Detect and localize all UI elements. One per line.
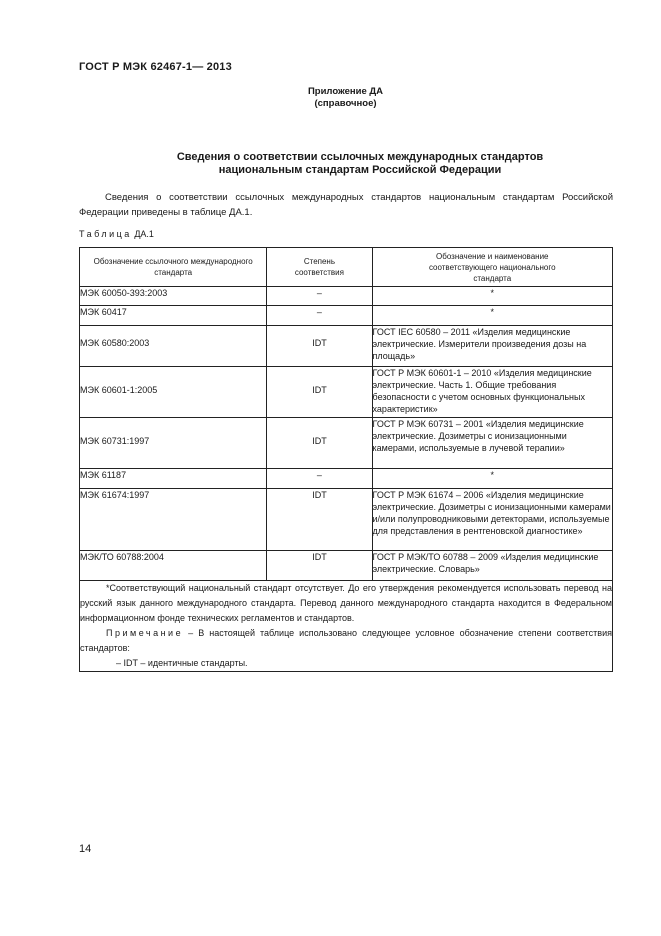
- degree-of-correspondence: –: [267, 287, 372, 306]
- international-standard-code: МЭК 60050-393:2003: [80, 287, 267, 306]
- reference-standards-table: [79, 247, 613, 672]
- annex-heading: [0, 86, 661, 110]
- national-standard: *: [372, 469, 612, 489]
- standard-code-header: ГОСТ Р МЭК 62467-1— 2013: [79, 61, 232, 73]
- degree-of-correspondence: IDT: [267, 551, 372, 581]
- table-caption-label: Таблица: [79, 229, 132, 239]
- intro-paragraph: Сведения о соответствии ссылочных международных стандартов национальным стандартам Российской Федерации приведены в таблице ДА.1.: [79, 192, 613, 218]
- table-row: [80, 326, 613, 367]
- degree-of-correspondence: –: [267, 306, 372, 326]
- national-standard: *: [372, 287, 612, 306]
- national-standard: ГОСТ Р МЭК 60731 – 2001 «Изделия медицинские электрические. Дозиметры с ионизационными камерами, используемые в лучевой терапии»: [372, 418, 612, 469]
- header-international-standard: Обозначение ссылочного международного стандарта: [80, 248, 267, 287]
- table-caption-number: ДА.1: [134, 229, 154, 239]
- note-label: Примечание: [106, 628, 184, 638]
- table-row: [80, 418, 613, 469]
- national-standard: ГОСТ Р МЭК/ТО 60788 – 2009 «Изделия медицинские электрические. Словарь»: [372, 551, 612, 581]
- header-degree-of-correspondence: Степень соответствия: [267, 248, 372, 287]
- national-standard: *: [372, 306, 612, 326]
- table-header-row: [80, 248, 613, 287]
- table-row: [80, 367, 613, 418]
- international-standard-code: МЭК 60601-1:2005: [80, 367, 267, 418]
- annex-title: Приложение ДА: [307, 86, 384, 97]
- note-text: – В настоящей таблице использовано следующее условное обозначение степени соответствия стандартов:: [80, 628, 612, 653]
- table-row: [80, 287, 613, 306]
- header-national-standard: Обозначение и наименование соответствующего национального стандарта: [372, 248, 612, 287]
- document-title-line-1: Сведения о соответствии ссылочных международных стандартов: [176, 151, 544, 163]
- table-footnote-row: [80, 581, 613, 672]
- international-standard-code: МЭК 61187: [80, 469, 267, 489]
- degree-of-correspondence: IDT: [267, 489, 372, 551]
- table-caption: [79, 229, 154, 239]
- international-standard-code: МЭК 60417: [80, 306, 267, 326]
- degree-of-correspondence: –: [267, 469, 372, 489]
- table-row: [80, 489, 613, 551]
- footnote-note: [80, 626, 612, 656]
- footnote-idt-definition: – IDT – идентичные стандарты.: [116, 658, 248, 668]
- degree-of-correspondence: IDT: [267, 326, 372, 367]
- international-standard-code: МЭК 61674:1997: [80, 489, 267, 551]
- national-standard: ГОСТ IEC 60580 – 2011 «Изделия медицинские электрические. Измерители произведения дозы на площадь»: [372, 326, 612, 367]
- international-standard-code: МЭК 60731:1997: [80, 418, 267, 469]
- document-title: [90, 151, 630, 177]
- table-row: [80, 306, 613, 326]
- footnote-star-text: *Соответствующий национальный стандарт отсутствует. До его утверждения рекомендуется использовать перевод на русский язык данного международного стандарта. Перевод данного международного стандарта находится в Федеральном информационном фонде технических регламентов и стандартов.: [80, 583, 612, 623]
- international-standard-code: МЭК 60580:2003: [80, 326, 267, 367]
- table-row: [80, 469, 613, 489]
- degree-of-correspondence: IDT: [267, 367, 372, 418]
- degree-of-correspondence: IDT: [267, 418, 372, 469]
- table-row: [80, 551, 613, 581]
- document-title-line-2: национальным стандартам Российской Федерации: [218, 164, 502, 176]
- national-standard: ГОСТ Р МЭК 60601-1 – 2010 «Изделия медицинские электрические. Часть 1. Общие требования безопасности с учетом основных функциональных характеристик»: [372, 367, 612, 418]
- international-standard-code: МЭК/ТО 60788:2004: [80, 551, 267, 581]
- national-standard: ГОСТ Р МЭК 61674 – 2006 «Изделия медицинские электрические. Дозиметры с ионизационными камерами и/или полупроводниковыми детекторами, используемые для представления в рентгеновской диагностике»: [372, 489, 612, 551]
- page-number: 14: [79, 843, 92, 855]
- annex-type: (справочное): [314, 98, 377, 109]
- table-footnote: [80, 581, 613, 672]
